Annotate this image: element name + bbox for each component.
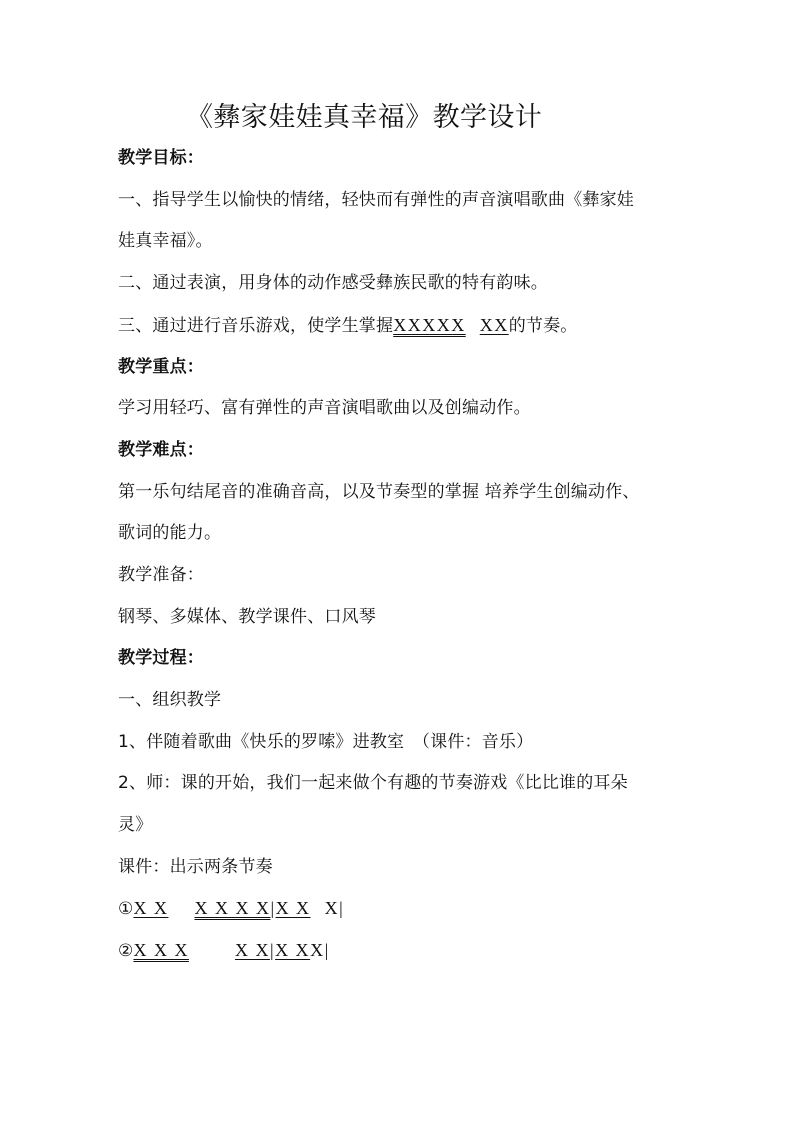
step-1: 一、组织教学 — [118, 690, 222, 710]
goal-3 — [118, 313, 578, 338]
rhythm-2-group-3: X X — [275, 940, 311, 960]
goal-2: 二、通过表演，用身体的动作感受彝族民歌的特有韵味。 — [118, 273, 548, 293]
rhythm-1-marker: ① — [118, 899, 134, 919]
difficult-line-1: 第一乐句结尾音的准确音高，以及节奏型的掌握 培养学生创编动作、 — [118, 482, 640, 502]
goal-3-rhythm-b: XX — [479, 315, 509, 335]
rhythm-line-2 — [118, 938, 330, 963]
document-title: 《彝家娃娃真幸福》教学设计 — [186, 102, 543, 133]
goal-3-prefix: 三、通过进行音乐游戏，使学生掌握 — [118, 316, 394, 336]
goal-1-line-1: 一、指导学生以愉快的情绪，轻快而有弹性的声音演唱歌曲《彝家娃 — [118, 190, 634, 210]
prep-heading: 教学准备： — [118, 565, 204, 585]
key-text: 学习用轻巧、富有弹性的声音演唱歌曲以及创编动作。 — [118, 398, 531, 418]
rhythm-1-bar-1: | — [270, 898, 276, 918]
goals-heading: 教学目标： — [118, 148, 204, 168]
goal-3-rhythm-a: XXXXX — [393, 315, 466, 335]
step-1-2-line-2: 灵》 — [118, 815, 153, 835]
rhythm-1-group-2: X X X X — [194, 898, 271, 918]
rhythm-1-group-4: X — [324, 898, 340, 918]
rhythm-2-bar-1: | — [269, 940, 276, 960]
step-1-2-line-1: 2、师：课的开始，我们一起来做个有趣的节奏游戏《比比谁的耳朵 — [118, 773, 628, 793]
difficult-line-2: 歌词的能力。 — [118, 523, 222, 543]
goal-1-line-2: 娃真幸福》。 — [118, 231, 213, 251]
key-heading: 教学重点： — [118, 357, 204, 377]
rhythm-2-bar-2: | — [324, 940, 330, 960]
rhythm-2-group-4: X — [310, 940, 325, 960]
process-heading: 教学过程： — [118, 648, 204, 668]
rhythm-2-group-1: X X X — [133, 940, 189, 960]
rhythm-1-bar-2: | — [339, 898, 345, 918]
rhythm-1-group-1: X X — [133, 898, 169, 918]
rhythm-line-1 — [118, 896, 344, 921]
rhythm-2-group-2: X X — [234, 940, 270, 960]
rhythm-1-group-3: X X — [275, 898, 311, 918]
rhythm-2-marker: ② — [118, 941, 134, 961]
courseware-note: 课件：出示两条节奏 — [118, 857, 273, 877]
prep-text: 钢琴、多媒体、教学课件、口风琴 — [118, 607, 376, 627]
goal-3-suffix: 的节奏。 — [508, 316, 578, 336]
difficult-heading: 教学难点： — [118, 440, 204, 460]
step-1-1: 1、伴随着歌曲《快乐的罗嗦》进教室 （课件：音乐） — [118, 732, 534, 752]
